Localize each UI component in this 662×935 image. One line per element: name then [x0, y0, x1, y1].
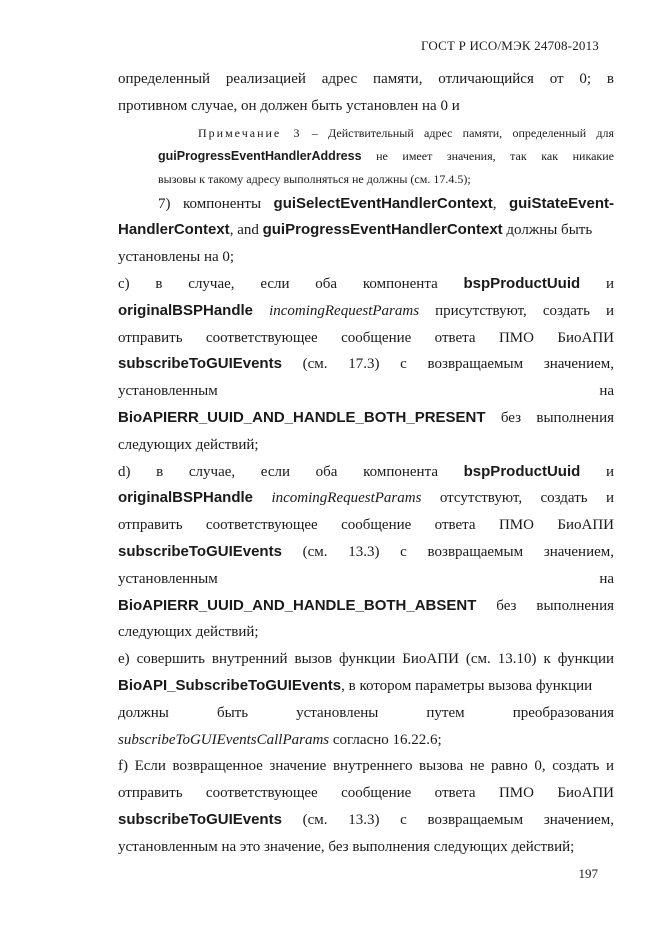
- paragraph-line: e) совершить внутренний вызов функции БиоАПИ (см. 13.10) к функции: [118, 651, 614, 668]
- item-text: c) в случае, если оба компонента: [118, 275, 438, 292]
- paragraph-line: [118, 566, 614, 593]
- paragraph-line: [118, 485, 614, 512]
- item-text: отсутствуют, создать и: [439, 490, 615, 507]
- item-text: установленным: [118, 570, 218, 587]
- item-text: на: [599, 570, 614, 587]
- item-text: без выполнения: [496, 597, 614, 614]
- italic-term: incomingRequestParams: [269, 302, 420, 319]
- italic-term: subscribeToGUIEventsCallParams: [118, 731, 330, 748]
- code-term: originalBSPHandle: [118, 489, 254, 507]
- item-text: d) в случае, если оба компонента: [118, 463, 438, 480]
- note-line: [118, 122, 614, 145]
- note-label: Примечание 3: [198, 125, 302, 140]
- paragraph-line: [118, 405, 614, 432]
- item-text: и: [605, 275, 614, 292]
- code-term: subscribeToGUIEvents: [118, 542, 282, 560]
- item-text: 7) компоненты: [158, 195, 262, 212]
- paragraph-line: [118, 727, 614, 754]
- note-line: вызовы к такому адресу выполняться не должны (см. 17.4.5);: [158, 171, 471, 186]
- page-header: ГОСТ Р ИСО/МЭК 24708-2013: [420, 38, 599, 53]
- note-text: – Действительный адрес памяти, определенный для: [311, 125, 614, 140]
- paragraph-line: [118, 807, 614, 834]
- code-term: bspProductUuid: [463, 274, 581, 292]
- code-term: originalBSPHandle: [118, 301, 254, 319]
- paragraph-line: [118, 217, 614, 244]
- paragraph-line: установлены на 0;: [118, 249, 235, 266]
- paragraph-line: противном случае, он должен быть установлен на 0 и: [118, 97, 460, 114]
- code-term: guiSelectEventHandlerContext: [273, 194, 493, 212]
- paragraph-line: [118, 191, 614, 218]
- item-text: на: [599, 383, 614, 400]
- item-text: установленным: [118, 383, 218, 400]
- code-term: HandlerContext: [118, 221, 230, 239]
- paragraph-line: определенный реализацией адрес памяти, отличающийся от 0; в: [118, 71, 614, 87]
- paragraph-line: следующих действий;: [118, 624, 259, 641]
- code-term: guiProgressEventHandlerContext: [262, 221, 503, 239]
- italic-term: incomingRequestParams: [271, 490, 422, 507]
- code-term: BioAPIERR_UUID_AND_HANDLE_BOTH_ABSENT: [118, 596, 477, 614]
- paragraph-line: [118, 378, 614, 405]
- document-body: [118, 66, 614, 861]
- code-term: subscribeToGUIEvents: [118, 810, 282, 828]
- paragraph-line: должны быть установлены путем преобразования: [118, 704, 614, 721]
- code-term: subscribeToGUIEvents: [118, 355, 282, 373]
- paragraph-line: [118, 298, 614, 325]
- paragraph-line: [118, 593, 614, 620]
- code-term: guiStateEvent-: [508, 194, 614, 212]
- item-text: (см. 13.3) с возвращаемым значением,: [302, 543, 614, 560]
- item-text: без выполнения: [500, 409, 614, 426]
- item-text: , в котором параметры вызова функции: [341, 677, 593, 694]
- paragraph-line: [118, 673, 614, 700]
- item-text: присутствуют, создать и: [435, 302, 614, 319]
- item-text: согласно 16.22.6;: [332, 731, 442, 748]
- page-number: 197: [578, 866, 598, 881]
- paragraph-line: [118, 351, 614, 378]
- note-line: [118, 145, 614, 168]
- paragraph-line: f) Если возвращенное значение внутреннего вызова не равно 0, создать и: [118, 758, 614, 775]
- paragraph-line: [118, 539, 614, 566]
- item-text: , and: [229, 222, 259, 239]
- note-text: не имеет значения, так как никакие: [376, 148, 615, 163]
- paragraph-line: отправить соответствующее сообщение ответа ПМО БиоАПИ: [118, 517, 614, 534]
- code-term: bspProductUuid: [463, 462, 581, 480]
- item-text: (см. 13.3) с возвращаемым значением,: [302, 811, 614, 828]
- punct: ,: [492, 195, 497, 212]
- item-text: и: [605, 463, 614, 480]
- paragraph-line: [118, 459, 614, 486]
- item-text: (см. 17.3) с возвращаемым значением,: [302, 356, 614, 373]
- code-term: BioAPI_SubscribeToGUIEvents: [118, 676, 342, 694]
- note-block: [118, 122, 614, 191]
- item-text: должны быть: [506, 222, 593, 239]
- paragraph-line: отправить соответствующее сообщение ответа ПМО БиоАПИ: [118, 329, 614, 346]
- paragraph-line: отправить соответствующее сообщение ответа ПМО БиоАПИ: [118, 785, 614, 802]
- code-term: guiProgressEventHandlerAddress: [158, 148, 362, 163]
- code-term: BioAPIERR_UUID_AND_HANDLE_BOTH_PRESENT: [118, 408, 486, 426]
- paragraph-line: следующих действий;: [118, 436, 259, 453]
- paragraph-line: [118, 271, 614, 298]
- paragraph-line: установленным на это значение, без выполнения следующих действий;: [118, 838, 575, 855]
